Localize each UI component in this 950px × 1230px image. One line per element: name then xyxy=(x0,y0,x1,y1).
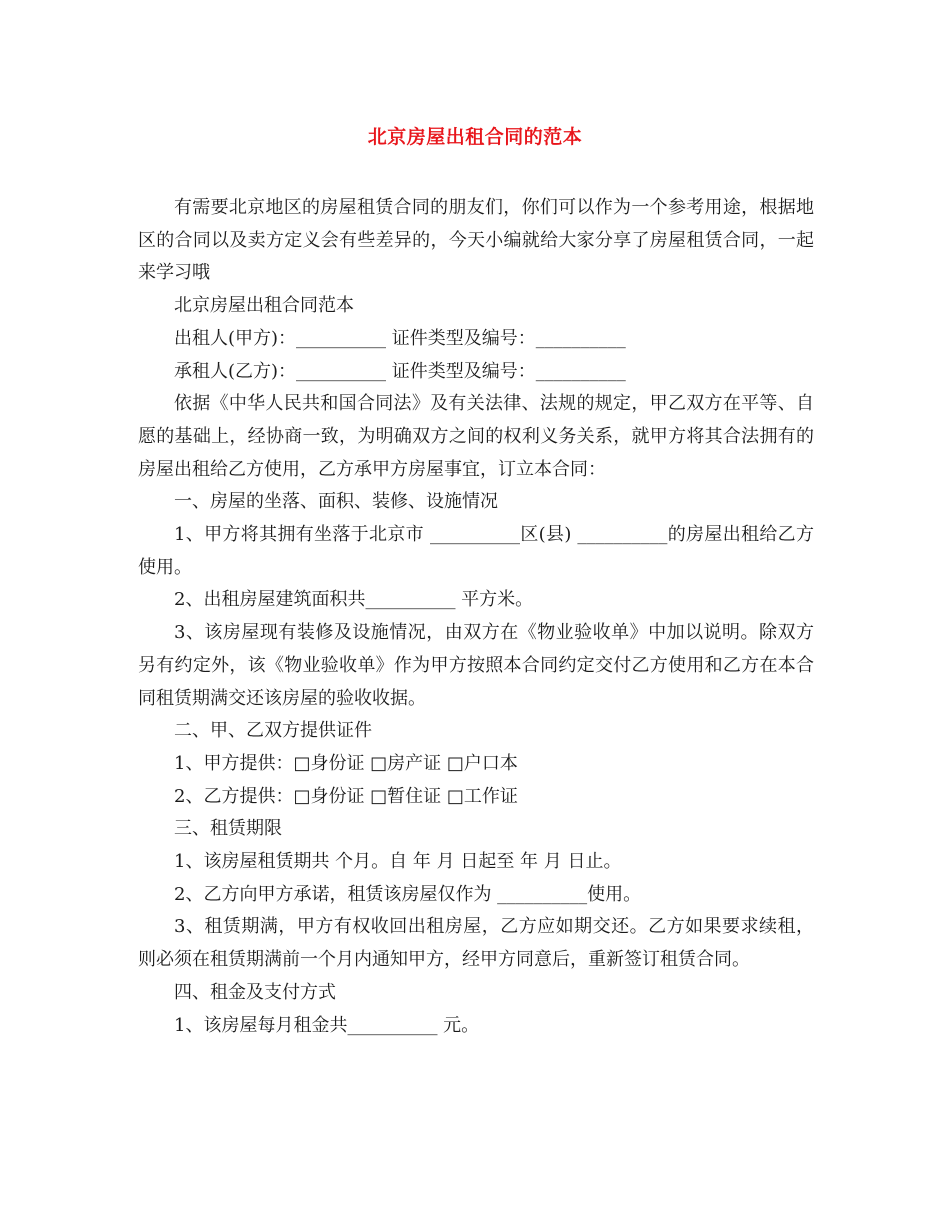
preamble-paragraph: 依据《中华人民共和国合同法》及有关法律、法规的规定，甲乙双方在平等、自愿的基础上，经协商一致，为明确双方之间的权利义务关系，就甲方将其合法拥有的房屋出租给乙方使用，乙方承甲方房屋事宜，订立本合同： xyxy=(138,393,814,480)
clause-paragraph: 1、该房屋租赁期共 个月。自 年 月 日起至 年 月 日止。 xyxy=(174,851,622,873)
lessor-line: 出租人(甲方)：__________ 证件类型及编号：__________ xyxy=(174,327,626,349)
document-title: 北京房屋出租合同的范本 xyxy=(367,126,583,148)
clause-paragraph: 1、甲方将其拥有坐落于北京市 __________区(县) __________的房屋出租给乙方使用。 xyxy=(138,524,814,578)
clause-paragraph: 2、乙方向甲方承诺，租赁该房屋仅作为 __________使用。 xyxy=(174,883,642,905)
section-heading: 一、房屋的坐落、面积、装修、设施情况 xyxy=(174,491,498,513)
clause-paragraph: 3、租赁期满，甲方有权收回出租房屋，乙方应如期交还。乙方如果要求续租，则必须在租赁期满前一个月内通知甲方，经甲方同意后，重新签订租赁合同。 xyxy=(138,916,814,971)
section-heading: 三、租赁期限 xyxy=(174,818,282,840)
section-heading: 二、甲、乙双方提供证件 xyxy=(174,720,372,742)
clause-paragraph: 2、乙方提供：□身份证 □暂住证 □工作证 xyxy=(174,785,518,807)
section-heading: 四、租金及支付方式 xyxy=(174,981,336,1003)
clause-paragraph: 1、该房屋每月租金共__________ 元。 xyxy=(174,1014,480,1036)
contract-heading: 北京房屋出租合同范本 xyxy=(174,295,354,317)
lessee-line: 承租人(乙方)：__________ 证件类型及编号：__________ xyxy=(174,360,626,382)
clause-paragraph: 3、该房屋现有装修及设施情况，由双方在《物业验收单》中加以说明。除双方另有约定外，该《物业验收单》作为甲方按照本合同约定交付乙方使用和乙方在本合同租赁期满交还该房屋的验收收据。 xyxy=(138,622,814,709)
document-body xyxy=(138,192,814,1042)
intro-paragraph: 有需要北京地区的房屋租赁合同的朋友们，你们可以作为一个参考用途，根据地区的合同以及卖方定义会有些差异的，今天小编就给大家分享了房屋租赁合同，一起来学习哦 xyxy=(138,197,814,284)
clause-paragraph: 2、出租房屋建筑面积共__________ 平方米。 xyxy=(174,589,534,611)
clause-paragraph: 1、甲方提供：□身份证 □房产证 □户口本 xyxy=(174,752,518,774)
